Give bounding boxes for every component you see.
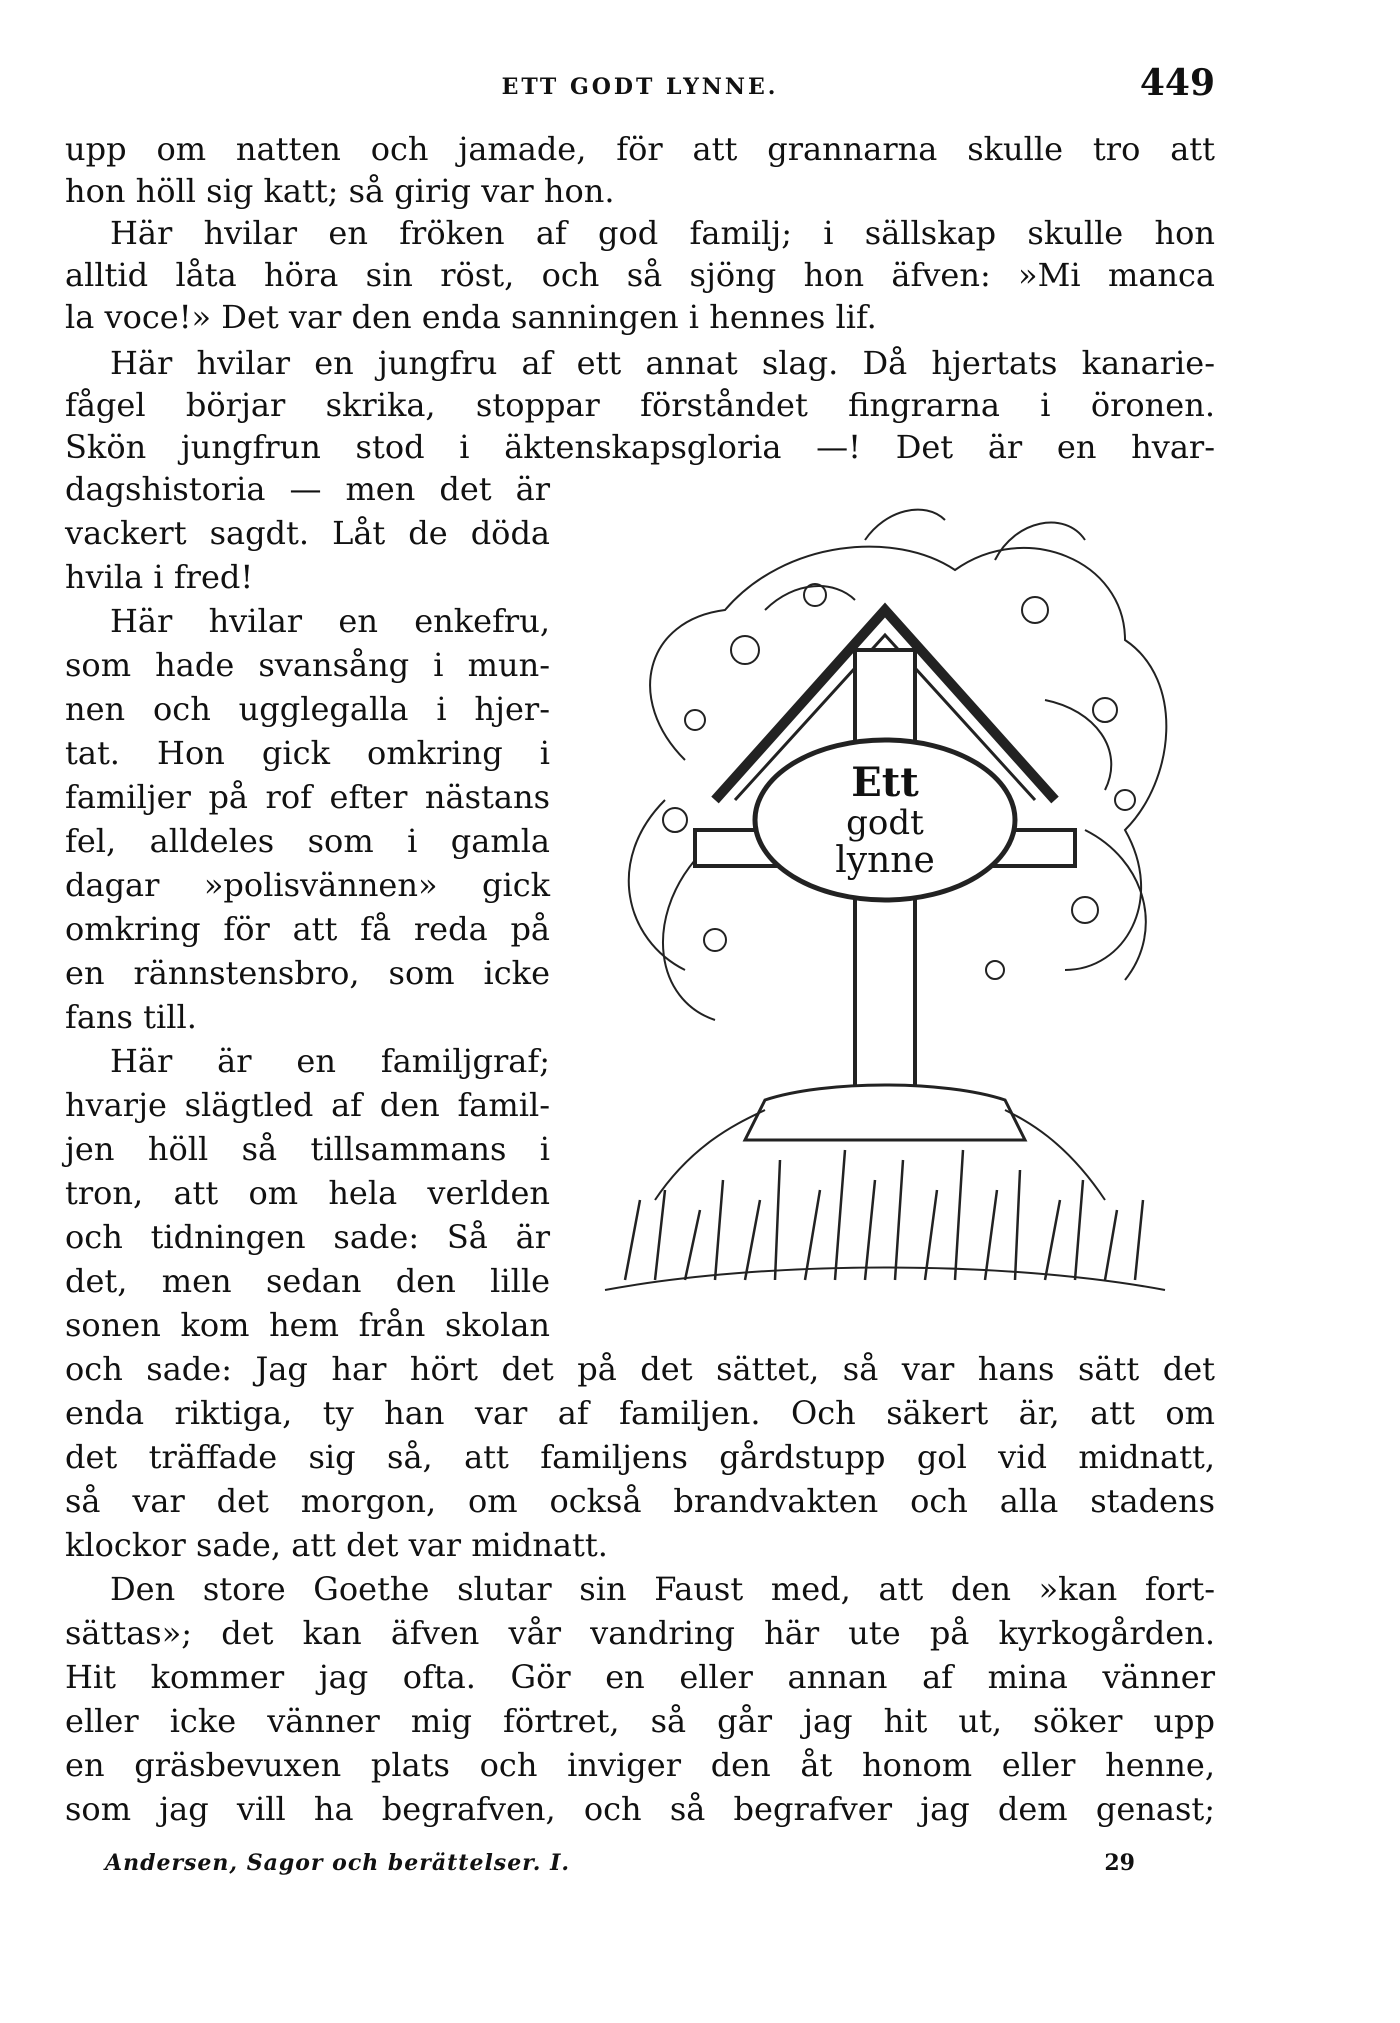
text-line: familjer på rof efter nästans — [65, 778, 550, 816]
text-line: tron, att om hela verlden — [65, 1174, 550, 1212]
text-line: fans till. — [65, 998, 197, 1036]
text-line: dagshistoria — men det är — [65, 470, 550, 508]
text-line: alltid låta höra sin röst, och så sjöng hon äfven: »Mi manca — [65, 256, 1215, 294]
text-line: upp om natten och jamade, för att grannarna skulle tro att — [65, 130, 1215, 168]
sign-text-line2: godt — [846, 803, 924, 843]
text-line: en gräsbevuxen plats och inviger den åt honom eller henne, — [65, 1746, 1215, 1784]
text-line: Hit kommer jag ofta. Gör en eller annan af mina vänner — [65, 1658, 1215, 1696]
text-line: enda riktiga, ty han var af familjen. Och säkert är, att om — [65, 1394, 1215, 1432]
text-line: Här hvilar en enkefru, — [110, 602, 550, 640]
sign-text-line3: lynne — [835, 840, 935, 881]
grave-cross-illustration — [565, 500, 1205, 1320]
text-line: Här hvilar en jungfru af ett annat slag. Då hjertats kanarie- — [110, 344, 1215, 382]
text-line: vackert sagdt. Låt de döda — [65, 514, 550, 552]
text-line: Den store Goethe slutar sin Faust med, att den »kan fort- — [110, 1570, 1215, 1608]
text-line: la voce!» Det var den enda sanningen i hennes lif. — [65, 298, 877, 336]
text-line: dagar »polisvännen» gick — [65, 866, 550, 904]
running-title: ETT GODT LYNNE. — [501, 74, 779, 100]
text-line: det träffade sig så, att familjens gårdstupp gol vid midnatt, — [65, 1438, 1215, 1476]
text-line: sonen kom hem från skolan — [65, 1306, 550, 1344]
text-line: som hade svansång i mun- — [65, 646, 550, 684]
text-line: jen höll så tillsammans i — [65, 1130, 550, 1168]
page-header — [65, 62, 1215, 110]
text-line: klockor sade, att det var midnatt. — [65, 1526, 608, 1564]
text-line: som jag vill ha begrafven, och så begrafver jag dem genast; — [65, 1790, 1215, 1828]
text-line: så var det morgon, om också brandvakten och alla stadens — [65, 1482, 1215, 1520]
page-number: 449 — [1139, 62, 1215, 104]
text-line: och tidningen sade: Så är — [65, 1218, 550, 1256]
text-line: en rännstensbro, som icke — [65, 954, 550, 992]
text-line: hon höll sig katt; så girig var hon. — [65, 172, 615, 210]
text-line: nen och ugglegalla i hjer- — [65, 690, 550, 728]
text-line: tat. Hon gick omkring i — [65, 734, 550, 772]
text-line: det, men sedan den lille — [65, 1262, 550, 1300]
text-line: omkring för att få reda på — [65, 910, 550, 948]
text-line: hvila i fred! — [65, 558, 254, 596]
text-line: och sade: Jag har hört det på det sättet, så var hans sätt det — [65, 1350, 1215, 1388]
text-line: fel, alldeles som i gamla — [65, 822, 550, 860]
page-footer — [105, 1845, 1135, 1881]
text-line: Skön jungfrun stod i äktenskapsgloria —! Det är en hvar- — [65, 428, 1215, 466]
text-line: hvarje slägtled af den famil- — [65, 1086, 550, 1124]
footer-reference: Andersen, Sagor och berättelser. I. — [105, 1850, 571, 1876]
text-line: Här är en familjgraf; — [110, 1042, 550, 1080]
text-line: Här hvilar en fröken af god familj; i sällskap skulle hon — [110, 214, 1215, 252]
text-line: fågel börjar skrika, stoppar förståndet fingrarna i öronen. — [65, 386, 1215, 424]
signature-mark: 29 — [1104, 1850, 1135, 1876]
text-line: eller icke vänner mig förtret, så går jag hit ut, söker upp — [65, 1702, 1215, 1740]
text-line: sättas»; det kan äfven vår vandring här ute på kyrkogården. — [65, 1614, 1215, 1652]
sign-text-line1: Ett — [851, 759, 919, 806]
